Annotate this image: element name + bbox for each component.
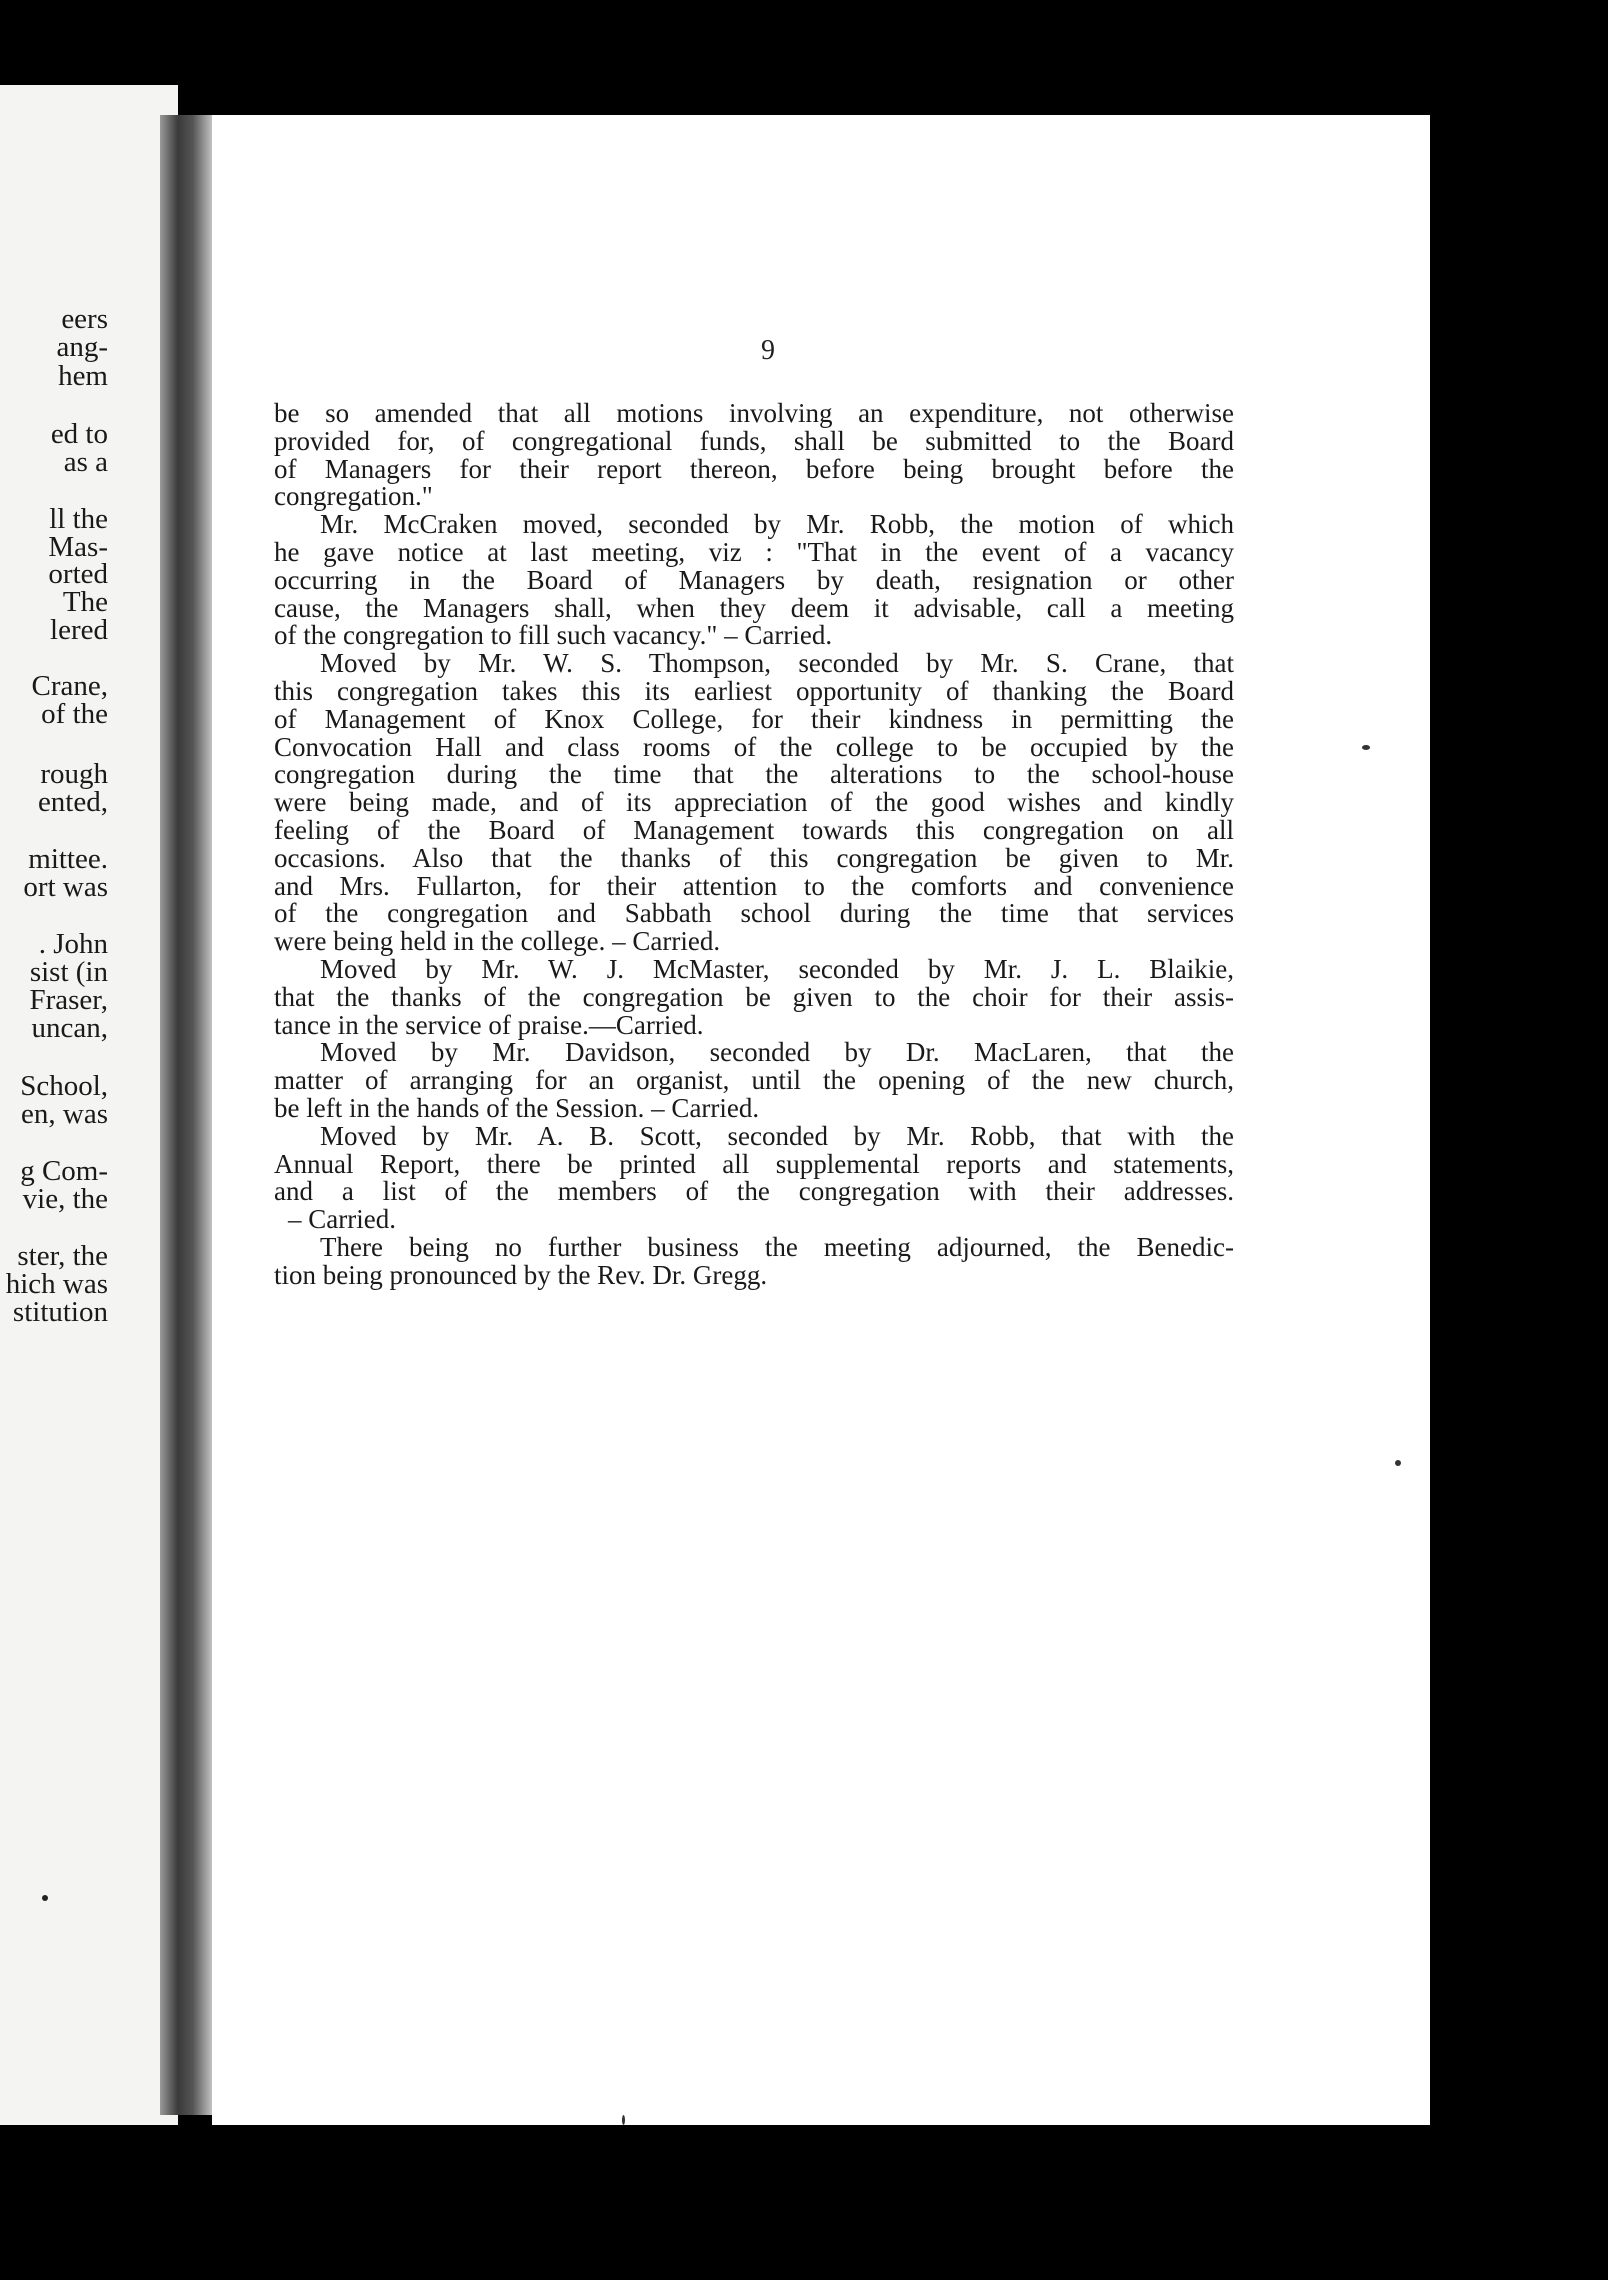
- text-line: There being no further business the meeting adjourned, the Benedic-: [320, 1231, 1234, 1262]
- main-page: [212, 115, 1430, 2125]
- paragraph: [274, 400, 1234, 511]
- left-page-line: en, was: [21, 1098, 108, 1130]
- left-page-line: ort was: [23, 871, 108, 903]
- left-page-line: lered: [50, 614, 108, 646]
- left-page-line: orted: [48, 558, 108, 590]
- left-facing-page: [0, 85, 178, 2125]
- text-line: of Managers for their report thereon, before being brought before the: [274, 453, 1234, 484]
- speck: [1362, 745, 1370, 750]
- text-line: Convocation Hall and class rooms of the college to be occupied by the: [274, 731, 1234, 762]
- left-page-line: ed to: [50, 418, 108, 450]
- left-page-line: School,: [20, 1070, 108, 1102]
- text-line: cause, the Managers shall, when they deem it advisable, call a meeting: [274, 592, 1234, 623]
- paragraph: [274, 1120, 1234, 1235]
- text-line: Mr. McCraken moved, seconded by Mr. Robb, the motion of which: [320, 509, 1234, 540]
- text-line: Moved by Mr. W. J. McMaster, seconded by Mr. J. L. Blaikie,: [320, 953, 1234, 984]
- text-line: of the congregation and Sabbath school during the time that services: [274, 898, 1234, 929]
- text-line: be so amended that all motions involving an expenditure, not otherwise: [274, 398, 1234, 428]
- left-page-line: rough: [40, 758, 108, 790]
- left-page-line: of the: [41, 698, 108, 730]
- left-page-line: . John: [38, 928, 108, 960]
- left-page-line: Mas-: [48, 531, 108, 563]
- text-line: and Mrs. Fullarton, for their attention to the comforts and convenience: [274, 870, 1234, 901]
- text-line: – Carried.: [288, 1204, 396, 1235]
- left-page-line: Crane,: [31, 670, 108, 702]
- text-line: this congregation takes this its earliest opportunity of thanking the Board: [274, 675, 1234, 706]
- paragraph: [274, 650, 1234, 956]
- left-page-line: ang-: [56, 331, 108, 363]
- text-line: congregation during the time that the alterations to the school-house: [274, 759, 1234, 790]
- page-body: [274, 400, 1234, 1290]
- paragraph: [274, 953, 1234, 1040]
- left-page-line: hem: [58, 360, 108, 392]
- text-line: be left in the hands of the Session. – Carried.: [274, 1092, 760, 1123]
- text-line: he gave notice at last meeting, viz : "That in the event of a vacancy: [274, 536, 1234, 567]
- text-line: Moved by Mr. Davidson, seconded by Dr. MacLaren, that the: [320, 1037, 1234, 1068]
- paragraph: [274, 1231, 1234, 1290]
- text-line: were being made, and of its appreciation of the good wishes and kindly: [274, 787, 1234, 818]
- text-line: occurring in the Board of Managers by death, resignation or other: [274, 564, 1234, 595]
- text-line: matter of arranging for an organist, until the opening of the new church,: [274, 1065, 1234, 1096]
- left-page-line: ster, the: [17, 1240, 108, 1272]
- left-page-line: Fraser,: [29, 984, 108, 1016]
- text-line: Moved by Mr. W. S. Thompson, seconded by Mr. S. Crane, that: [320, 648, 1234, 679]
- left-page-line: uncan,: [31, 1012, 108, 1044]
- text-line: were being held in the college. – Carried.: [274, 926, 721, 957]
- text-line: feeling of the Board of Management towards this congregation on all: [274, 814, 1234, 845]
- left-page-line: vie, the: [22, 1183, 108, 1215]
- left-page-line: as a: [63, 446, 108, 478]
- text-line: of Management of Knox College, for their kindness in permitting the: [274, 703, 1234, 734]
- ink-dot: [42, 1895, 48, 1901]
- text-line: congregation.": [274, 481, 433, 512]
- text-line: occasions. Also that the thanks of this congregation be given to Mr.: [274, 842, 1234, 873]
- left-page-line: eers: [61, 303, 108, 335]
- left-page-line: ented,: [37, 786, 108, 818]
- text-line: and a list of the members of the congregation with their addresses.: [274, 1176, 1234, 1207]
- paragraph: [274, 1039, 1234, 1122]
- left-page-line: g Com-: [20, 1155, 108, 1187]
- text-line: Moved by Mr. A. B. Scott, seconded by Mr. Robb, that with the: [320, 1120, 1234, 1151]
- left-page-line: hich was: [5, 1268, 108, 1300]
- text-line: of the congregation to fill such vacancy." – Carried.: [274, 620, 833, 651]
- book-gutter: [160, 115, 220, 2115]
- left-page-line: The: [62, 586, 108, 618]
- text-line: that the thanks of the congregation be given to the choir for their assis-: [274, 981, 1234, 1012]
- page-number: 9: [761, 335, 775, 366]
- paragraph: [274, 511, 1234, 650]
- left-page-line: mittee.: [28, 843, 108, 875]
- left-page-line: ll the: [49, 503, 108, 535]
- text-line: tion being pronounced by the Rev. Dr. Gregg.: [274, 1259, 768, 1290]
- speck: [1395, 1460, 1401, 1466]
- left-page-line: sist (in: [29, 956, 108, 988]
- speck: [622, 2115, 625, 2125]
- left-page-line: stitution: [12, 1296, 108, 1328]
- text-line: provided for, of congregational funds, shall be submitted to the Board: [274, 425, 1234, 456]
- text-line: Annual Report, there be printed all supplemental reports and statements,: [274, 1148, 1234, 1179]
- text-line: tance in the service of praise.—Carried.: [274, 1009, 704, 1040]
